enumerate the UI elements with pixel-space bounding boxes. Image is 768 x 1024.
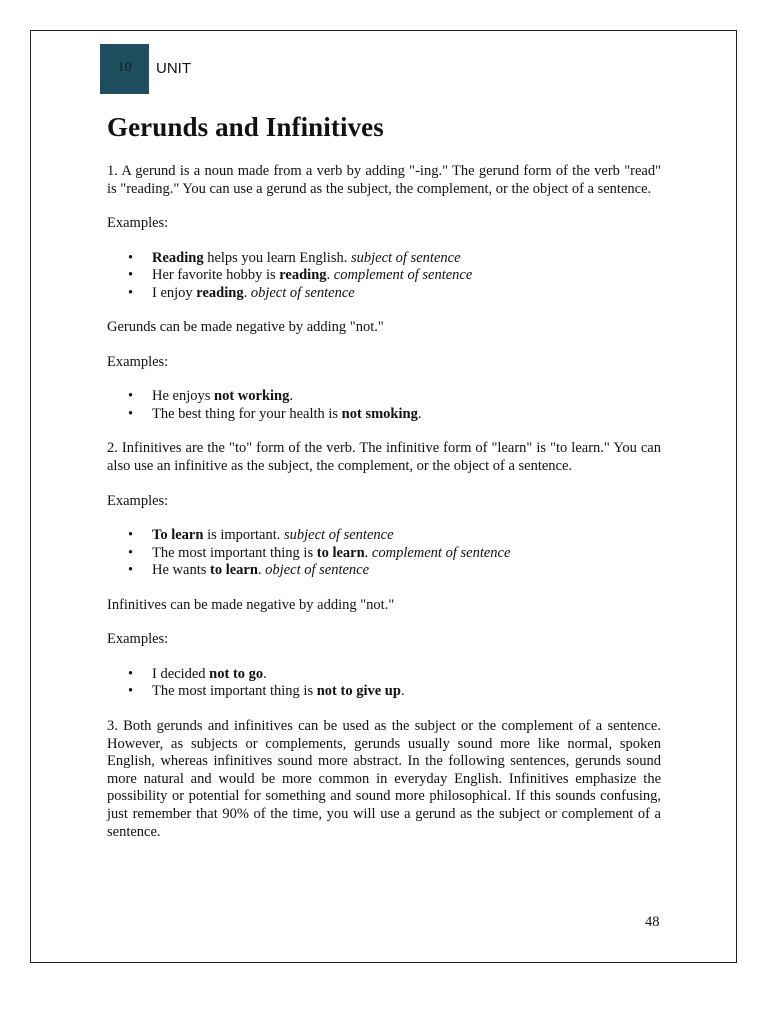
list-item: • I decided not to go. (128, 665, 267, 682)
unit-label: UNIT (156, 60, 191, 77)
bullet-icon: • (128, 267, 134, 284)
list-item: • He wants to learn. object of sentence (128, 562, 370, 579)
gerund-examples-list (107, 250, 661, 303)
bullet-icon: • (128, 249, 134, 266)
example-keyword: Reading (152, 249, 204, 266)
example-keyword: reading (279, 267, 327, 284)
example-keyword: not working (214, 388, 290, 405)
example-keyword: to learn (316, 544, 365, 561)
example-keyword: To learn (152, 527, 204, 544)
list-item: • To learn is important. subject of sentence (128, 527, 394, 544)
bullet-icon: • (128, 544, 134, 561)
example-keyword: to learn (210, 562, 258, 579)
example-role: object of sentence (265, 562, 370, 579)
infinitive-negative-paragraph: Infinitives can be made negative by adding "not." (107, 596, 395, 613)
unit-number-badge (100, 44, 149, 94)
bullet-icon: • (128, 527, 134, 544)
examples-label: Examples: (107, 492, 169, 509)
gerund-negative-examples-list (107, 388, 661, 423)
example-role: object of sentence (250, 284, 355, 301)
bullet-icon: • (128, 284, 134, 301)
example-keyword: not to go (209, 665, 264, 682)
bullet-icon: • (128, 388, 134, 405)
examples-label: Examples: (107, 353, 169, 370)
list-item: • The best thing for your health is not smoking. (128, 405, 422, 422)
infinitive-examples-list (107, 527, 661, 580)
list-item: • He enjoys not working. (128, 388, 293, 405)
example-role: complement of sentence (333, 267, 473, 284)
list-item: • Her favorite hobby is reading. complement of sentence (128, 267, 473, 284)
examples-label: Examples: (107, 631, 169, 648)
example-role: subject of sentence (350, 249, 461, 266)
example-role: complement of sentence (371, 544, 511, 561)
gerund-intro-paragraph: 1. A gerund is a noun made from a verb by adding "-ing." The gerund form of the verb "read" is "reading." You can use a gerund as the subject, the complement, or the object of a sentence. (107, 163, 661, 197)
list-item: • Reading helps you learn English. subject of sentence (128, 249, 461, 266)
gerund-negative-paragraph: Gerunds can be made negative by adding "not." (107, 319, 384, 336)
example-keyword: not to give up (316, 683, 401, 700)
page-number: 48 (645, 914, 660, 930)
bullet-icon: • (128, 683, 134, 700)
list-item: • I enjoy reading. object of sentence (128, 284, 355, 301)
infinitive-negative-examples-list (107, 666, 661, 701)
example-role: subject of sentence (284, 527, 394, 544)
comparison-paragraph: 3. Both gerunds and infinitives can be used as the subject or the complement of a sentence. However, as subjects or complements, gerunds usually sound more like normal, spoken English, whereas infinitives sound more abstract. In the following sentences, gerunds sound more natural and would be more common in everyday English. Infinitives emphasize the possibility or potential for something and sound more philosophical. If this sounds confusing, just remember that 90% of the time, you will use a gerund as the subject or complement of a sentence. (107, 717, 661, 840)
list-item: • The most important thing is to learn. complement of sentence (128, 544, 511, 561)
bullet-icon: • (128, 665, 134, 682)
bullet-icon: • (128, 405, 134, 422)
examples-label: Examples: (107, 215, 169, 232)
example-keyword: reading (196, 284, 244, 301)
bullet-icon: • (128, 562, 134, 579)
page-title: Gerunds and Infinitives (107, 112, 384, 142)
unit-number: 10 (117, 60, 132, 75)
example-keyword: not smoking (341, 405, 418, 422)
document-body (107, 112, 661, 841)
list-item: • The most important thing is not to give up. (128, 683, 405, 700)
infinitive-intro-paragraph: 2. Infinitives are the "to" form of the verb. The infinitive form of "learn" is "to learn." You can also use an infinitive as the subject, the complement, or the object of a sentence. (107, 440, 661, 475)
